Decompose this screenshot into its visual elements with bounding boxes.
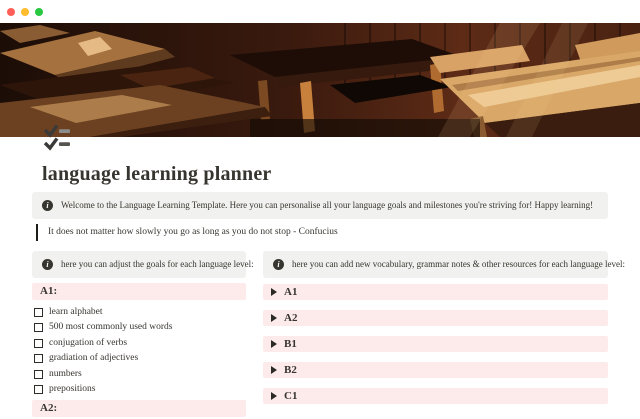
minimize-window-button[interactable] (21, 8, 29, 16)
todo-checkbox[interactable] (34, 354, 43, 363)
toggle-label: B2 (284, 363, 297, 376)
todo-item[interactable] (34, 369, 246, 380)
todo-label: conjugation of verbs (49, 337, 128, 348)
todo-item[interactable] (34, 307, 246, 318)
level-toggle[interactable] (263, 388, 608, 404)
todo-item[interactable] (34, 353, 246, 364)
resources-callout-text: here you can add new vocabulary, grammar notes & other resources for each language level: (292, 259, 626, 269)
level-toggle[interactable] (263, 362, 608, 378)
page-content (0, 163, 640, 419)
todo-label: numbers (49, 368, 82, 379)
level-toggle[interactable] (263, 310, 608, 326)
todo-checkbox[interactable] (34, 308, 43, 317)
welcome-callout (32, 192, 608, 219)
level-toggle[interactable] (263, 336, 608, 352)
welcome-callout-text: Welcome to the Language Learning Template. Here you can personalise all your language goals and milestones you're striving for! Happy learning! (61, 200, 594, 210)
resources-callout (263, 251, 626, 278)
window-titlebar (0, 0, 640, 23)
todo-label: gradiation of adjectives (49, 353, 139, 363)
level-header[interactable]: A2: (32, 400, 246, 417)
toggle-arrow-icon[interactable] (271, 392, 277, 400)
todo-label: 500 most commonly used words (49, 322, 173, 332)
toggle-label: B1 (284, 337, 297, 350)
traffic-lights (7, 8, 43, 16)
todo-checkbox[interactable] (34, 323, 43, 332)
todo-label: prepositions (49, 384, 96, 394)
toggle-label: A2 (284, 311, 298, 324)
toggle-label: C1 (284, 389, 298, 402)
level-toggle-list (263, 284, 608, 404)
toggle-label: A1 (284, 285, 298, 298)
todo-checkbox[interactable] (34, 370, 43, 379)
two-column-layout (32, 251, 626, 419)
todo-item[interactable] (34, 338, 246, 349)
page-title[interactable]: language learning planner (42, 163, 272, 185)
todo-item[interactable] (34, 384, 246, 395)
info-icon: i (42, 200, 53, 211)
cover-image (0, 23, 640, 137)
maximize-window-button[interactable] (35, 8, 43, 16)
toggle-arrow-icon[interactable] (271, 314, 277, 322)
quote-block: It does not matter how slowly you go as long as you do not stop - Confucius (36, 224, 608, 241)
checklist-icon[interactable] (42, 123, 72, 152)
todo-list (32, 300, 246, 395)
goals-column (32, 251, 254, 419)
close-window-button[interactable] (7, 8, 15, 16)
level-toggle[interactable] (263, 284, 608, 300)
info-icon: i (42, 259, 53, 270)
todo-label: learn alphabet (49, 306, 103, 317)
todo-checkbox[interactable] (34, 385, 43, 394)
toggle-arrow-icon[interactable] (271, 288, 277, 296)
todo-checkbox[interactable] (34, 339, 43, 348)
info-icon: i (273, 259, 284, 270)
level-header[interactable]: A1: (32, 283, 246, 300)
toggle-arrow-icon[interactable] (271, 340, 277, 348)
goals-callout (32, 251, 254, 278)
goals-callout-text: here you can adjust the goals for each language level: (61, 259, 254, 269)
toggle-arrow-icon[interactable] (271, 366, 277, 374)
todo-item[interactable] (34, 322, 246, 333)
goal-sections (32, 283, 246, 419)
resources-column (263, 251, 626, 414)
